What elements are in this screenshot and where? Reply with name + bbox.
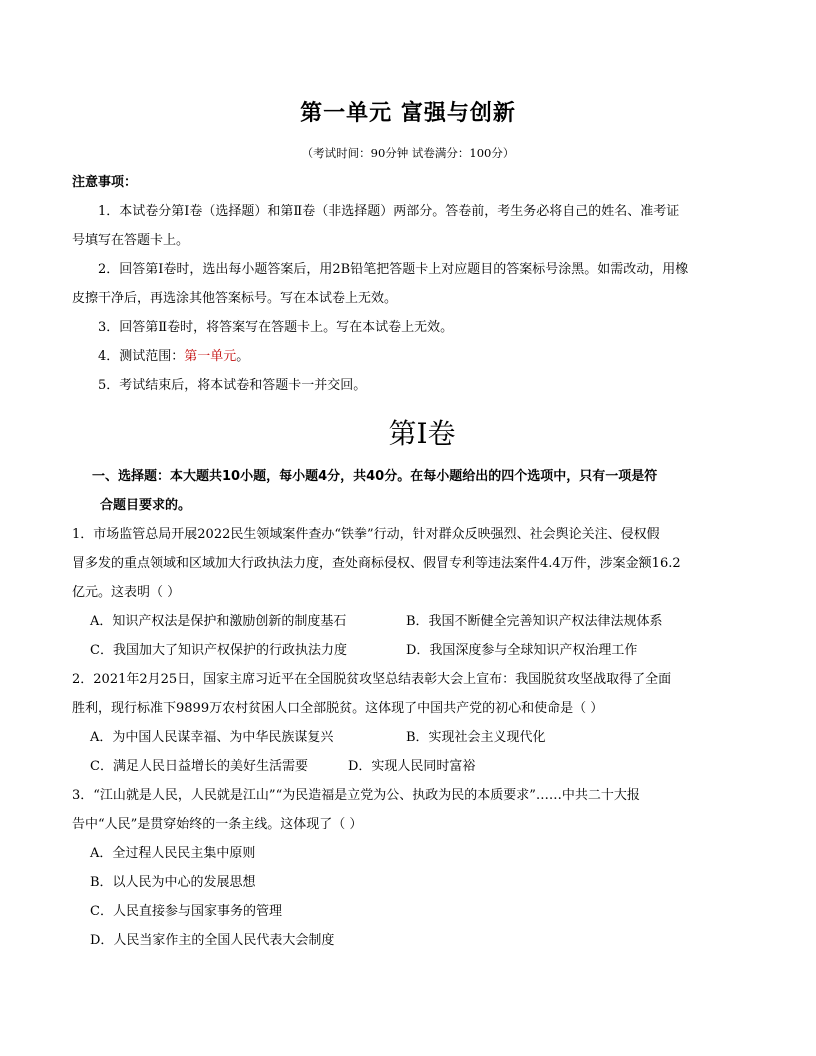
question-1-option-b: B．我国不断健全完善知识产权法律法规体系 bbox=[406, 614, 663, 629]
notice-item-2-line-1: 2．回答第Ⅰ卷时，选出每小题答案后，用2B铅笔把答题卡上对应题目的答案标号涂黑。如需改动，用橡 bbox=[98, 262, 689, 277]
question-1-option-a: A．知识产权法是保护和激励创新的制度基石 bbox=[90, 614, 347, 629]
section-title: 第Ⅰ卷 bbox=[388, 417, 456, 450]
question-3-option-c: C．人民直接参与国家事务的管理 bbox=[90, 904, 282, 919]
question-1-stem-line-3: 亿元。这表明（ ） bbox=[72, 585, 181, 600]
question-3-option-b: B．以人民为中心的发展思想 bbox=[90, 875, 256, 890]
notice-item-1-line-2: 号填写在答题卡上。 bbox=[72, 233, 190, 248]
question-3-stem-line-2: 告中“人民”是贯穿始终的一条主线。这体现了（ ） bbox=[72, 817, 363, 832]
exam-body bbox=[72, 168, 772, 955]
question-1-stem-line-2: 冒多发的重点领域和区域加大行政执法力度，查处商标侵权、假冒专利等违法案件4.4万件，涉案金额16.2 bbox=[72, 556, 681, 571]
question-2-stem-line-2: 胜利，现行标准下9899万农村贫困人口全部脱贫。这体现了中国共产党的初心和使命是（ ） bbox=[72, 701, 604, 716]
question-2-option-a: A．为中国人民谋幸福、为中华民族谋复兴 bbox=[90, 730, 334, 745]
page-title: 第一单元 富强与创新 bbox=[300, 101, 516, 126]
notice-item-3: 3．回答第Ⅱ卷时，将答案写在答题卡上。写在本试卷上无效。 bbox=[98, 320, 454, 335]
question-1-option-d: D．我国深度参与全球知识产权治理工作 bbox=[406, 643, 638, 658]
notice-item-4-suffix: 。 bbox=[236, 349, 250, 364]
section-instruction-line-2: 合题目要求的。 bbox=[100, 498, 192, 513]
question-2-stem-line-1: 2．2021年2月25日，国家主席习近平在全国脱贫攻坚总结表彰大会上宣布：我国脱贫攻坚战取得了全面 bbox=[72, 672, 672, 687]
question-2-option-c: C．满足人民日益增长的美好生活需要 bbox=[90, 759, 308, 774]
notice-item-5: 5．考试结束后，将本试卷和答题卡一并交回。 bbox=[98, 378, 367, 393]
question-1-options-row-2 bbox=[72, 636, 772, 665]
question-2-options-row-2 bbox=[72, 752, 772, 781]
notice-item-1-line-1: 1．本试卷分第Ⅰ卷（选择题）和第Ⅱ卷（非选择题）两部分。答卷前，考生务必将自己的姓名、准考证 bbox=[98, 204, 680, 219]
question-3-stem-line-1: 3．“江山就是人民，人民就是江山”“为民造福是立党为公、执政为民的本质要求”……中共二十大报 bbox=[72, 788, 640, 803]
notice-heading: 注意事项： bbox=[72, 175, 138, 190]
section-instruction-line-1: 一、选择题：本大题共10小题，每小题4分，共40分。在每小题给出的四个选项中，只有一项是符 bbox=[92, 469, 658, 484]
question-3-option-d: D．人民当家作主的全国人民代表大会制度 bbox=[90, 933, 335, 948]
question-2-option-b: B．实现社会主义现代化 bbox=[406, 730, 546, 745]
question-1-options-row-1 bbox=[72, 607, 772, 636]
notice-item-4-prefix: 4．测试范围： bbox=[98, 349, 185, 364]
test-scope: 第一单元 bbox=[184, 349, 237, 364]
question-2-option-d: D．实现人民同时富裕 bbox=[348, 759, 476, 774]
question-1-option-c: C．我国加大了知识产权保护的行政执法力度 bbox=[90, 643, 347, 658]
question-1-stem-line-1: 1．市场监管总局开展2022民生领域案件查办“铁拳”行动，针对群众反映强烈、社会舆论关注、侵权假 bbox=[72, 527, 660, 542]
question-3-option-a: A．全过程人民民主集中原则 bbox=[90, 846, 256, 861]
exam-info: （考试时间：90分钟 试卷满分：100分） bbox=[301, 146, 515, 160]
notice-item-2-line-2: 皮擦干净后，再选涂其他答案标号。写在本试卷上无效。 bbox=[72, 291, 398, 306]
notice-item-4 bbox=[72, 342, 772, 371]
question-2-options-row-1 bbox=[72, 723, 772, 752]
